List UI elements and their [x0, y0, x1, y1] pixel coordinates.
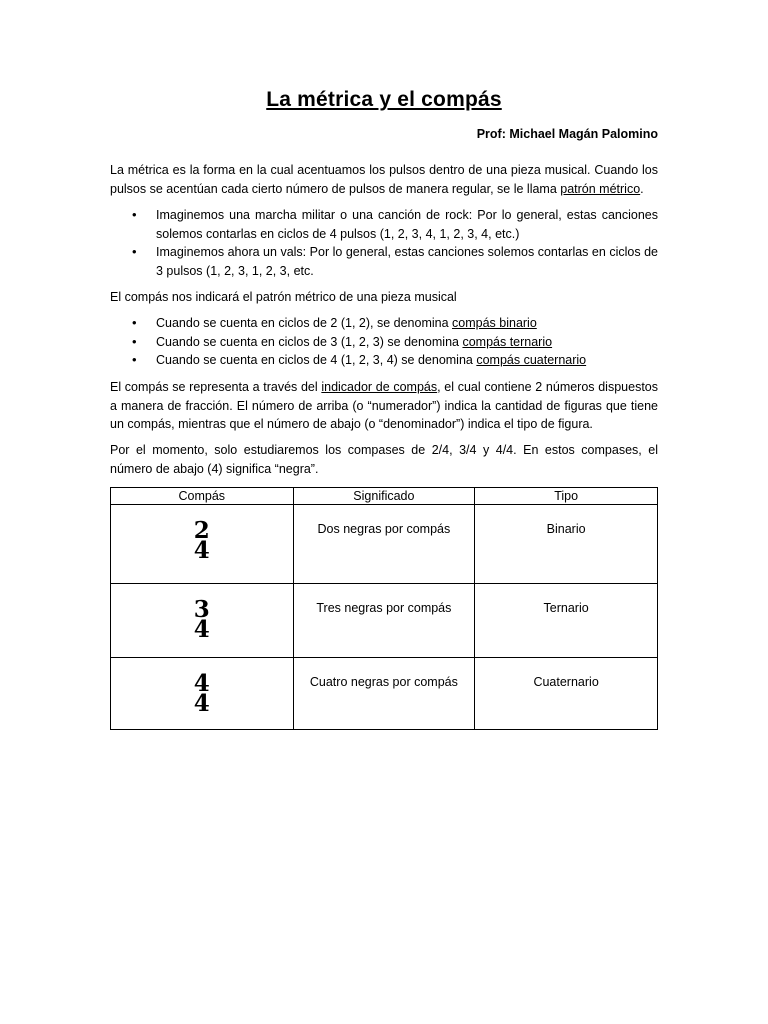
- denominator: 4: [193, 690, 210, 717]
- time-signature-cell: [111, 658, 294, 730]
- list-item-text: Imaginemos una marcha militar o una canción de rock: Por lo general, estas canciones solemos contarlas en ciclos de 4 pulsos (1, 2, 3, 4, 1, 2, 3, 4, etc.): [156, 208, 658, 241]
- denominator: 4: [193, 537, 210, 564]
- intro-end: .: [640, 181, 644, 196]
- meaning-text: Cuatro negras por compás: [309, 675, 458, 689]
- bullet-icon: •: [132, 352, 137, 367]
- page-title: La métrica y el compás: [266, 88, 502, 111]
- meaning-text: Dos negras por compás: [317, 522, 451, 536]
- compas-binario-term: compás binario: [452, 316, 537, 330]
- numerator: 2: [193, 517, 210, 544]
- meaning-cell: [293, 658, 475, 730]
- meaning-cell: [293, 505, 475, 584]
- column-header: Tipo: [475, 488, 658, 505]
- momento-paragraph: Por el momento, solo estudiaremos los compases de 2/4, 3/4 y 4/4. En estos compases, el número de abajo (4) significa “negra”.: [110, 443, 658, 476]
- list-item: [110, 333, 658, 352]
- indicador-before: El compás se representa a través del: [110, 380, 322, 394]
- time-signature: [111, 658, 293, 717]
- bullet-icon: •: [132, 333, 137, 349]
- meaning-cell: [293, 584, 475, 658]
- type-text: Cuaternario: [533, 675, 599, 689]
- numerator: 3: [193, 596, 210, 623]
- time-signature-cell: [111, 505, 294, 584]
- table-header-row: [111, 488, 658, 505]
- bullet-icon: •: [132, 315, 137, 330]
- bullet-icon: •: [132, 207, 137, 222]
- time-signature-table: [110, 487, 658, 730]
- list-item: [110, 243, 658, 280]
- time-signature-cell: [111, 584, 294, 658]
- indicador-term: indicador de compás: [321, 380, 438, 394]
- column-header: Significado: [293, 488, 475, 505]
- time-signature: [111, 584, 293, 643]
- compas-intro: El compás nos indicará el patrón métrico de una pieza musical: [110, 290, 457, 304]
- author-line: Prof: Michael Magán Palomino: [476, 127, 658, 141]
- denominator: 4: [193, 616, 210, 643]
- compas-cuaternario-term: compás cuaternario: [476, 353, 587, 367]
- meaning-text: Tres negras por compás: [316, 601, 452, 615]
- indicador-paragraph: [110, 378, 658, 434]
- type-cell: [475, 584, 658, 658]
- list-item-text: Cuando se cuenta en ciclos de 4 (1, 2, 3, 4) se denomina: [156, 353, 477, 367]
- list-item-text: Cuando se cuenta en ciclos de 2 (1, 2), se denomina: [156, 316, 453, 330]
- intro-paragraph: [110, 161, 658, 198]
- compas-ternario-term: compás ternario: [462, 334, 553, 349]
- type-cell: [475, 505, 658, 584]
- bullet-icon: •: [132, 244, 137, 259]
- list-item-text: Imaginemos ahora un vals: Por lo general, estas canciones solemos contarlas en ciclos de 3 pulsos (1, 2, 3, 1, 2, 3, etc.: [156, 245, 658, 278]
- numerator: 4: [193, 670, 210, 697]
- type-text: Binario: [546, 522, 586, 536]
- examples-list: [110, 206, 658, 280]
- time-signature: [111, 505, 293, 564]
- patron-metrico-term: patrón métrico: [560, 181, 641, 196]
- table-row: [111, 658, 658, 730]
- list-item: [110, 206, 658, 243]
- intro-text: La métrica es la forma en la cual acentuamos los pulsos dentro de una pieza musical. Cuando los pulsos se acentúan cada cierto número de pulsos de manera regular, se le llama: [110, 163, 658, 196]
- table-row: [111, 584, 658, 658]
- table-row: [111, 505, 658, 584]
- list-item: [110, 314, 658, 333]
- type-text: Ternario: [543, 601, 589, 615]
- compas-types-list: [110, 314, 658, 370]
- column-header: Compás: [111, 488, 294, 505]
- type-cell: [475, 658, 658, 730]
- list-item: [110, 351, 658, 370]
- indicador-after: , el cual contiene 2 números dispuestos a manera de fracción. El número de arriba (o “numerador”) indica la cantidad de figuras que tiene un compás, mientras que el número de abajo (o “denominador”) indica el tipo de figura.: [110, 380, 658, 431]
- list-item-text: Cuando se cuenta en ciclos de 3 (1, 2, 3) se denomina: [156, 334, 463, 349]
